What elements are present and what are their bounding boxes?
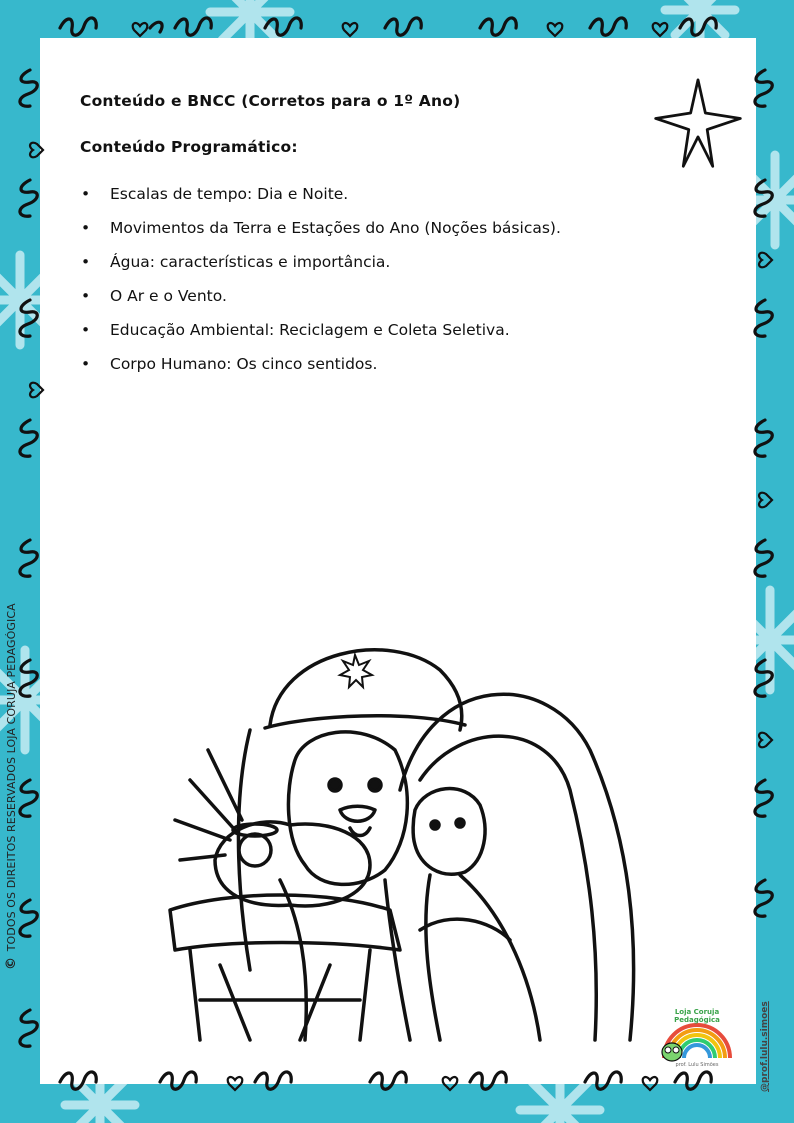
list-item xyxy=(80,184,561,218)
topic-list xyxy=(80,184,561,388)
topic-text: Movimentos da Terra e Estações do Ano (Noções básicas). xyxy=(110,219,561,237)
bullet-icon: • xyxy=(81,321,91,339)
topic-text: Educação Ambiental: Reciclagem e Coleta Seletiva. xyxy=(110,321,510,339)
copyright-icon: © xyxy=(4,956,19,970)
topic-text: O Ar e o Vento. xyxy=(110,287,227,305)
copyright-notice xyxy=(4,510,20,970)
logo-subtitle: prof. Lulu Simões xyxy=(675,1062,719,1068)
bullet-icon: • xyxy=(81,219,91,237)
star-icon xyxy=(652,78,744,170)
document-heading: Conteúdo e BNCC (Corretos para o 1º Ano) xyxy=(80,92,461,110)
bullet-icon: • xyxy=(81,355,91,373)
owl-logo xyxy=(654,1002,740,1072)
topic-text: Água: características e importância. xyxy=(110,253,391,271)
bullet-icon: • xyxy=(81,287,91,305)
topic-text: Escalas de tempo: Dia e Noite. xyxy=(110,185,349,203)
list-item xyxy=(80,354,561,388)
nativity-illustration xyxy=(130,610,650,1060)
document-subheading: Conteúdo Programático: xyxy=(80,138,298,156)
logo-title: Loja Coruja Pedagógica xyxy=(674,1008,720,1024)
list-item xyxy=(80,320,561,354)
list-item xyxy=(80,252,561,286)
instagram-handle[interactable]: @prof.lulu.simoes xyxy=(760,1001,770,1092)
list-item xyxy=(80,218,561,252)
copyright-text: TODOS OS DIREITOS RESERVADOS LOJA CORUJA PEDAGÓGICA xyxy=(5,603,18,952)
list-item xyxy=(80,286,561,320)
topic-text: Corpo Humano: Os cinco sentidos. xyxy=(110,355,378,373)
bullet-icon: • xyxy=(81,253,91,271)
bullet-icon: • xyxy=(81,185,91,203)
